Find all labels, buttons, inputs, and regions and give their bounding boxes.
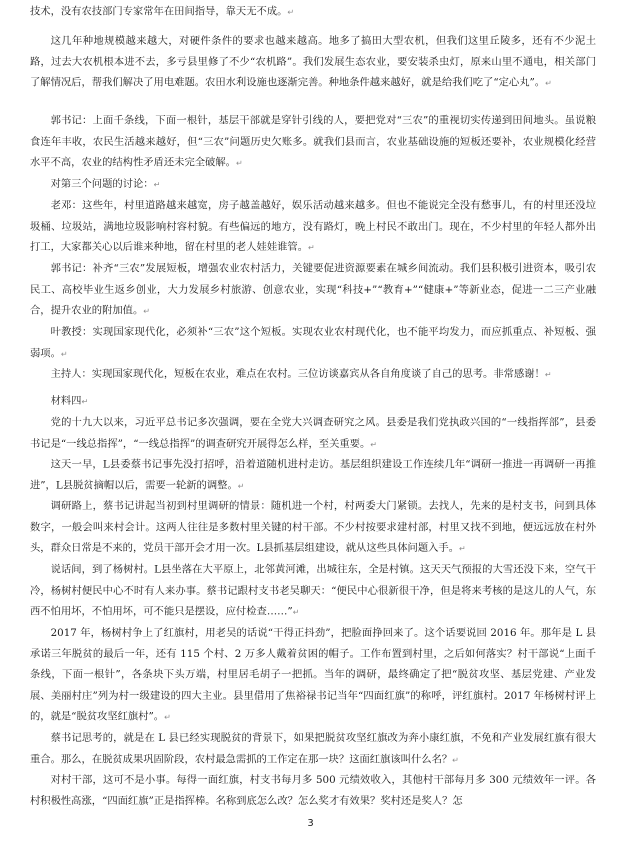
paragraph-1	[30, 2, 596, 23]
paragraph-16	[30, 770, 596, 812]
paragraph-mark-icon: ↵	[370, 439, 377, 449]
paragraph-mark-icon: ↵	[292, 607, 300, 617]
paragraph-text: 郭书记：补齐“三农”发展短板，增强农业农村活力，关键要促进资源要素在城乡间流动。我们县积极引进资本，吸引农民工、高校毕业生返乡创业，大力发展乡村旅游、创意农业，实现“科技+”“教育+”“健康+”等新业态，促进一二三产业融合，提升农业的附加值。	[30, 262, 596, 317]
paragraph-10	[30, 413, 596, 455]
paragraph-text: 技术，没有农技部门专家常年在田间指导，靠天无不成。	[30, 5, 288, 18]
paragraph-8	[30, 364, 596, 385]
paragraph-mark-icon: ↵	[544, 369, 552, 379]
paragraph-mark-icon: ↵	[60, 349, 68, 358]
paragraph-mark-icon: ↵	[237, 481, 245, 491]
paragraph-9	[30, 391, 596, 412]
paragraph-text: 蔡书记思考的，就是在 L 县已经实现脱贫的背景下，如果把脱贫攻坚红旗改为奔小康红旗，不免和产业发展红旗有很大重合。那么，在脱贫成果巩固阶段，农村最急需抓的工作定在那一块？这面红旗该叫什么名？	[30, 732, 596, 765]
paragraph-text: 这天一早，L县委蔡书记事先没打招呼，沿着道随机进村走访。基层组织建设工作连续几年“调研一推进一再调研一再推进”，L县脱贫摘帽以后，需要一轮新的调整。	[30, 458, 596, 492]
paragraph-7	[30, 322, 596, 364]
paragraph-text: 主持人：实现国家现代化，短板在农业，难点在农村。三位访谈嘉宾从各自角度谈了自己的思考。非常感谢！	[50, 368, 545, 380]
paragraph-mark-icon: ↵	[545, 78, 552, 88]
paragraph-text: 这几年种地规模越来越大，对硬件条件的要求也越来越高。地多了搞田大型农机，但我们这里丘陵多，还有不少泥土路，过去大农机根本进不去，多亏县里修了不少“农机路”。我们发展生态农业，要安装杀虫灯，原来山里不通电，相关部门了解情况后，帮我们解决了用电难题。农田水利设施也逐渐完善。种地条件越来越好，就是给我们吃了“定心丸”。	[30, 35, 596, 89]
paragraph-6	[30, 259, 596, 322]
paragraph-15	[30, 728, 596, 770]
paragraph-text: 材料四	[50, 395, 82, 407]
paragraph-text: 调研路上，蔡书记讲起当初到村里调研的情景：随机进一个村，村两委大门紧锁。去找人，先来的是村支书，问到具体数字，一般会叫来村会计。这两人往往是多数村里关键的村干部。不少村按要求建村部，村里又找不到地，便远远放在村外头，群众日常是不来的，党员干部开会才用一次。L县抓基层组建设，就从这些具体问题入手。	[30, 500, 596, 554]
paragraph-text: 2017 年，杨树村争上了红旗村，用老吴的话说“干得正抖劲”，把脸面挣回来了。这个话要说回 2016 年。那年是 L 县承诺三年脱贫的最后一年，还有 115 个村、2 万多人戴着贫困的帽子。工作布置到村里，之后如何落实？村干部说“上面千条线，下面一根针”，各条块下头万端，村里居毛胡子一把抓。当年的调研，最终确定了把“脱贫攻坚、基层党建、产业发展、美丽村庄”列为村一级建设的四大主业。县里借用了焦裕禄书记当年“四面红旗”的称呼，评红旗村。2017 年杨树村评上的，就是“脱贫攻坚红旗村”。	[30, 626, 596, 723]
paragraph-text: 对第三个问题的讨论：	[50, 178, 154, 190]
paragraph-mark-icon: ↵	[153, 180, 161, 189]
paragraph-mark-icon: ↵	[81, 397, 89, 406]
paragraph-mark-icon: ↵	[164, 712, 171, 722]
paragraph-mark-icon: ↵	[452, 755, 459, 764]
paragraph-mark-icon: ↵	[459, 544, 466, 554]
paragraph-14	[30, 623, 596, 728]
paragraph-text: 说话间，到了杨树村。L县坐落在大平原上，北邻黄河滩，出城往东，全是村镇。这天天气预报的大雪还没下来，空气干冷，杨树村便民中心不时有人来办事。蔡书记跟村支书老吴聊天：“便民中心很新很干净，但是将来考核的是这儿的人气，东西不怕用坏，不怕用坏，可不能只是摆设，应付检查……”	[30, 563, 596, 618]
paragraph-13	[30, 560, 596, 623]
paragraph-2	[30, 31, 596, 94]
paragraph-mark-icon: ↵	[287, 7, 295, 17]
paragraph-text: 党的十九大以来，习近平总书记多次强调，要在全党大兴调查研究之风。县委是我们党执政兴国的“一线指挥部”，县委书记是“一线总指挥”，“一线总指挥”的调查研究开展得怎么样，至关重要。	[30, 416, 596, 450]
paragraph-5	[30, 196, 596, 259]
paragraph-text: 老邓：这些年，村里道路越来越宽，房子越盖越好，娱乐活动越来越多。但也不能说完全没有愁事儿，有的村里还没垃圾桶、垃圾站，满地垃圾影响村容村貌。有些偏远的地方，没有路灯，晚上村民不敢出门。现在，不少村里的年轻人都外出打工，大家都关心以后谁来种地，留在村里的老人娃娃谁管。	[30, 199, 596, 254]
paragraph-mark-icon: ↵	[143, 306, 150, 316]
paragraph-11	[30, 455, 596, 497]
paragraph-4	[30, 174, 596, 195]
paragraph-mark-icon: ↵	[235, 158, 243, 168]
paragraph-mark-icon: ↵	[308, 243, 315, 253]
paragraph-12	[30, 497, 596, 560]
paragraph-text: 叶教授：实现国家现代化，必须补“三农”这个短板。实现农业农村现代化，也不能平均发力，而应抓重点、补短板、强弱项。	[30, 326, 596, 359]
page-number: 3	[307, 818, 314, 829]
paragraph-text: 对村干部，这可不是小事。每得一面红旗，村支书每月多 500 元绩效收入，其他村干部每月多 300 元绩效年一评。各村积极性高涨，“四面红旗”正是指挥棒。名称到底怎么改？怎么奖才有效果？奖村还是奖人？怎	[30, 774, 596, 807]
paragraph-text: 郭书记：上面千条线，下面一根针，基层干部就是穿针引线的人，要把党对“三农”的重视切实传递到田间地头。虽说粮食连年丰收，农民生活越来越好，但“三农”问题历史欠账多。就我们县而言，农业基础设施的短板还要补，农业规模化经营水平不高，农业的结构性矛盾还未完全破解。	[30, 114, 596, 169]
paragraph-3	[30, 111, 596, 174]
